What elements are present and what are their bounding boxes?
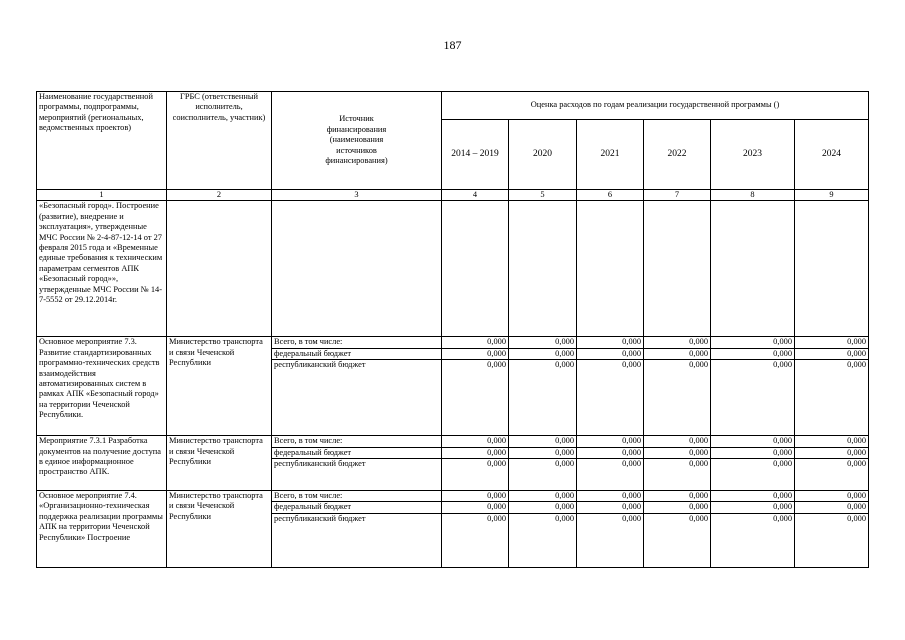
activity-name: Основное мероприятие 7.3. Развитие стандартизированных программно-технических средств взаимодействия автоматизированных систем в рамках АПК «Безопасный город» на территории Чеченской Республики. <box>37 337 167 436</box>
value-cell: 0,000 <box>795 502 869 513</box>
value-cell: 0,000 <box>644 491 711 502</box>
value-cell: 0,000 <box>711 513 795 567</box>
value-cell: 0,000 <box>644 459 711 491</box>
funding-source: федеральный бюджет <box>272 502 442 513</box>
column-number: 1 <box>37 190 167 201</box>
header-program-name: Наименование государственной программы, подпрограммы, мероприятий (региональных, ведомственных проектов) <box>37 92 167 190</box>
value-cell: 0,000 <box>795 360 869 436</box>
value-cell: 0,000 <box>442 502 509 513</box>
funding-source: Всего, в том числе: <box>272 436 442 447</box>
value-cell: 0,000 <box>442 337 509 348</box>
value-cell: 0,000 <box>442 513 509 567</box>
year-header: 2023 <box>711 120 795 190</box>
column-number: 5 <box>509 190 577 201</box>
column-number: 9 <box>795 190 869 201</box>
funding-source: республиканский бюджет <box>272 360 442 436</box>
value-cell: 0,000 <box>442 348 509 359</box>
value-cell: 0,000 <box>509 348 577 359</box>
value-cell: 0,000 <box>795 513 869 567</box>
column-number-row <box>37 190 869 201</box>
value-cell: 0,000 <box>711 491 795 502</box>
value-cell: 0,000 <box>795 337 869 348</box>
column-number: 8 <box>711 190 795 201</box>
column-number: 7 <box>644 190 711 201</box>
value-cell: 0,000 <box>442 447 509 458</box>
value-cell: 0,000 <box>711 360 795 436</box>
column-number: 2 <box>167 190 272 201</box>
value-cell: 0,000 <box>442 436 509 447</box>
value-cell: 0,000 <box>577 513 644 567</box>
value-cell: 0,000 <box>795 436 869 447</box>
value-cell: 0,000 <box>509 447 577 458</box>
value-cell: 0,000 <box>711 436 795 447</box>
value-cell: 0,000 <box>577 360 644 436</box>
value-cell: 0,000 <box>795 447 869 458</box>
funding-source: Всего, в том числе: <box>272 491 442 502</box>
value-cell: 0,000 <box>644 513 711 567</box>
value-cell: 0,000 <box>509 360 577 436</box>
continuation-text: «Безопасный город». Построение (развитие), внедрение и эксплуатация», утвержденные МЧС России № 2-4-87-12-14 от 27 февраля 2015 года и «Временные единые требования к техническим параметрам сегментов АПК «Безопасный город»», утвержденные МЧС России № 14-7-5552 от 29.12.2014г. <box>37 201 167 337</box>
year-header: 2021 <box>577 120 644 190</box>
budget-table <box>36 91 869 568</box>
activity-name: Основное мероприятие 7.4. «Организационно-техническая поддержка реализации программы АПК на территории Чеченской Республики» Построение <box>37 491 167 568</box>
funding-source: республиканский бюджет <box>272 459 442 491</box>
value-cell: 0,000 <box>577 491 644 502</box>
funding-source: федеральный бюджет <box>272 447 442 458</box>
value-cell: 0,000 <box>509 513 577 567</box>
value-cell: 0,000 <box>577 348 644 359</box>
header-grbs: ГРБС (ответственный исполнитель, соисполнитель, участник) <box>167 92 272 190</box>
column-number: 6 <box>577 190 644 201</box>
value-cell: 0,000 <box>711 502 795 513</box>
continuation-row <box>37 201 869 337</box>
value-cell: 0,000 <box>577 447 644 458</box>
value-cell: 0,000 <box>577 459 644 491</box>
value-cell: 0,000 <box>795 348 869 359</box>
activity-name: Мероприятие 7.3.1 Разработка документов на получение доступа в единое информационное пространство АПК. <box>37 436 167 491</box>
value-cell: 0,000 <box>509 459 577 491</box>
value-cell: 0,000 <box>509 337 577 348</box>
header-expenses-estimate: Оценка расходов по годам реализации государственной программы () <box>442 92 869 120</box>
header-funding-source: Источник финансирования (наименования источников финансирования) <box>272 92 442 190</box>
funding-source: Всего, в том числе: <box>272 337 442 348</box>
value-cell: 0,000 <box>644 447 711 458</box>
value-cell: 0,000 <box>711 459 795 491</box>
year-header: 2024 <box>795 120 869 190</box>
value-cell: 0,000 <box>509 491 577 502</box>
value-cell: 0,000 <box>442 360 509 436</box>
table-row <box>37 436 869 447</box>
grbs-name: Министерство транспорта и связи Чеченской Республики <box>167 436 272 491</box>
value-cell: 0,000 <box>795 459 869 491</box>
column-number: 3 <box>272 190 442 201</box>
value-cell: 0,000 <box>509 436 577 447</box>
year-header: 2020 <box>509 120 577 190</box>
grbs-name: Министерство транспорта и связи Чеченской Республики <box>167 337 272 436</box>
value-cell: 0,000 <box>577 337 644 348</box>
funding-source: федеральный бюджет <box>272 348 442 359</box>
value-cell: 0,000 <box>711 348 795 359</box>
page-number: 187 <box>443 38 462 52</box>
value-cell: 0,000 <box>644 360 711 436</box>
table-row <box>37 337 869 348</box>
value-cell: 0,000 <box>711 447 795 458</box>
value-cell: 0,000 <box>442 459 509 491</box>
value-cell: 0,000 <box>644 436 711 447</box>
value-cell: 0,000 <box>442 491 509 502</box>
value-cell: 0,000 <box>795 491 869 502</box>
funding-source: республиканский бюджет <box>272 513 442 567</box>
value-cell: 0,000 <box>711 337 795 348</box>
year-header: 2022 <box>644 120 711 190</box>
value-cell: 0,000 <box>509 502 577 513</box>
value-cell: 0,000 <box>577 502 644 513</box>
grbs-name: Министерство транспорта и связи Чеченской Республики <box>167 491 272 568</box>
value-cell: 0,000 <box>644 502 711 513</box>
column-number: 4 <box>442 190 509 201</box>
value-cell: 0,000 <box>644 337 711 348</box>
value-cell: 0,000 <box>577 436 644 447</box>
value-cell: 0,000 <box>644 348 711 359</box>
table-row <box>37 491 869 502</box>
year-header: 2014 – 2019 <box>442 120 509 190</box>
